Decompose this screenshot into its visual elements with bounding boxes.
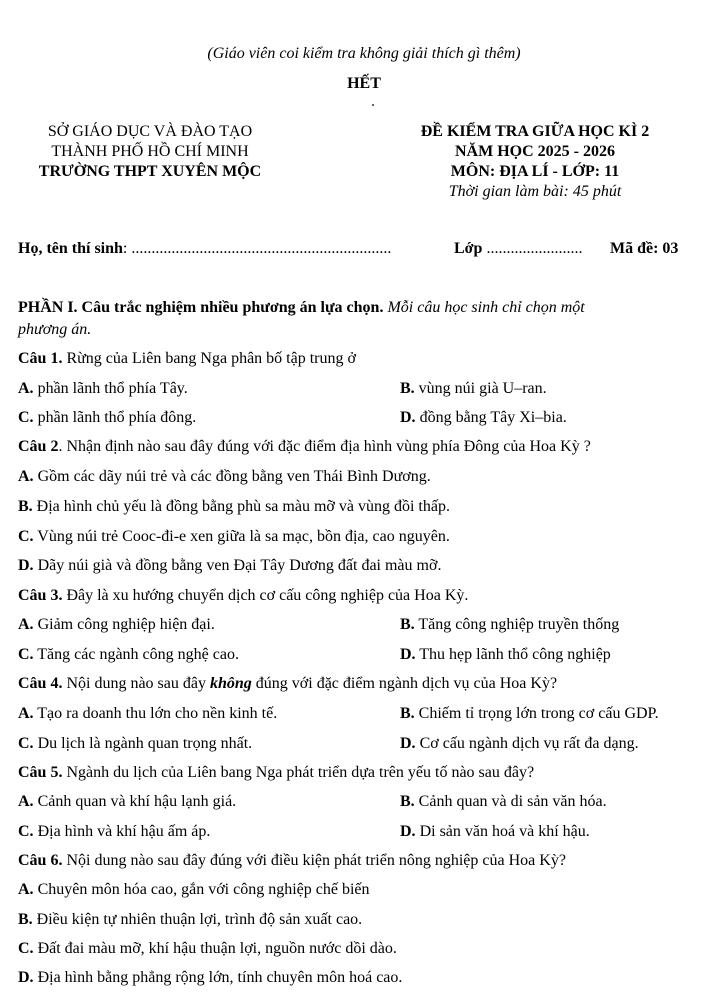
text-segment: Ngành du lịch của Liên bang Nga phát triển dựa trên yếu tố nào sau đây? xyxy=(62,764,535,781)
q6-option-d[interactable] xyxy=(18,968,402,988)
text-segment: Địa hình và khí hậu ấm áp. xyxy=(33,823,211,840)
q5-option-c[interactable] xyxy=(18,822,210,842)
q6-option-b[interactable] xyxy=(18,910,362,930)
part1-instruction-cont: phương án. xyxy=(18,321,92,338)
q1-option-c[interactable] xyxy=(18,408,196,428)
text-segment: Nội dung nào sau đây xyxy=(62,675,210,692)
emphasis-not: không xyxy=(209,675,252,692)
text-segment: Đây là xu hướng chuyển dịch cơ cấu công nghiệp của Hoa Kỳ. xyxy=(62,587,469,604)
option-key: D. xyxy=(400,735,416,752)
exam-header xyxy=(355,122,715,202)
option-key: C. xyxy=(18,823,34,840)
text-segment: Tạo ra doanh thu lớn cho nền kinh tế. xyxy=(33,705,278,722)
q6-option-a[interactable] xyxy=(18,880,370,900)
part1-heading xyxy=(18,298,585,318)
top-note: (Giáo viên coi kiểm tra không giải thích gì thêm) xyxy=(207,45,521,62)
option-key: D. xyxy=(400,646,416,663)
school-name: TRƯỜNG THPT XUYÊN MỘC xyxy=(38,163,262,180)
option-key: C. xyxy=(18,409,34,426)
text-segment: . Nhận định nào sau đây đúng với đặc điểm địa hình vùng phía Đông của Hoa Kỳ ? xyxy=(58,438,591,455)
student-info-row xyxy=(18,239,391,259)
name-field[interactable]: : ................................................................. xyxy=(122,240,392,257)
q3-option-a[interactable] xyxy=(18,615,215,635)
option-key: B. xyxy=(400,793,415,810)
q4-option-b[interactable] xyxy=(400,704,659,724)
option-key: B. xyxy=(400,705,415,722)
q3-option-c[interactable] xyxy=(18,645,239,665)
option-key: D. xyxy=(18,557,34,574)
text-segment: phần lãnh thổ phía Tây. xyxy=(33,380,188,397)
option-key: A. xyxy=(18,705,34,722)
text-segment: Cơ cấu ngành dịch vụ rất đa dạng. xyxy=(415,735,639,752)
q5-option-d[interactable] xyxy=(400,822,590,842)
question-4 xyxy=(18,674,557,694)
question-number: Câu 5. xyxy=(18,764,63,781)
text-segment: Chuyên môn hóa cao, gắn với công nghiệp chế biến xyxy=(33,881,370,898)
text-segment: Vùng núi trẻ Cooc-đi-e xen giữa là sa mạc, bồn địa, cao nguyên. xyxy=(33,528,450,545)
q2-option-d[interactable] xyxy=(18,556,441,576)
text-segment: đồng bằng Tây Xi–bia. xyxy=(415,409,567,426)
text-segment: phần lãnh thổ phía đông. xyxy=(33,409,197,426)
q2-option-b[interactable] xyxy=(18,497,450,517)
option-key: C. xyxy=(18,735,34,752)
option-key: B. xyxy=(400,616,415,633)
text-segment: Rừng của Liên bang Nga phân bố tập trung ở xyxy=(62,350,356,367)
text-segment: Tăng công nghiệp truyền thống xyxy=(414,616,620,633)
q2-option-a[interactable] xyxy=(18,467,431,487)
option-key: A. xyxy=(18,380,34,397)
option-key: A. xyxy=(18,468,34,485)
class-label: Lớp xyxy=(454,240,483,257)
text-segment: Điều kiện tự nhiên thuận lợi, trình độ sản xuất cao. xyxy=(32,911,363,928)
option-key: D. xyxy=(400,823,416,840)
option-key: A. xyxy=(18,881,34,898)
name-label: Họ, tên thí sinh xyxy=(18,240,123,257)
question-number: Câu 3. xyxy=(18,587,63,604)
text-segment: Chiếm tỉ trọng lớn trong cơ cấu GDP. xyxy=(414,705,659,722)
part1-title: PHẦN I. Câu trắc nghiệm nhiều phương án lựa chọn. xyxy=(18,299,384,316)
q2-option-c[interactable] xyxy=(18,527,450,547)
q6-option-c[interactable] xyxy=(18,939,397,959)
end-mark: HẾT xyxy=(347,75,381,92)
option-key: D. xyxy=(18,969,34,986)
text-segment: Nội dung nào sau đây đúng với điều kiện phát triển nông nghiệp của Hoa Kỳ? xyxy=(62,852,566,869)
option-key: B. xyxy=(18,498,33,515)
text-segment: Địa hình bằng phẳng rộng lớn, tính chuyên môn hoá cao. xyxy=(33,969,403,986)
class-field[interactable]: ........................ xyxy=(482,240,583,257)
question-2 xyxy=(18,437,591,457)
class-row xyxy=(454,239,582,259)
text-segment: Dãy núi già và đồng bằng ven Đại Tây Dương đất đai màu mỡ. xyxy=(33,557,442,574)
text-segment: Tăng các ngành công nghệ cao. xyxy=(33,646,239,663)
department-name: SỞ GIÁO DỤC VÀ ĐÀO TẠO xyxy=(47,123,253,140)
city-name: THÀNH PHỐ HỒ CHÍ MINH xyxy=(51,143,249,160)
option-key: D. xyxy=(400,409,416,426)
q5-option-b[interactable] xyxy=(400,792,607,812)
q4-option-d[interactable] xyxy=(400,734,639,754)
question-6 xyxy=(18,851,566,871)
question-number: Câu 4. xyxy=(18,675,63,692)
text-segment: Du lịch là ngành quan trọng nhất. xyxy=(33,735,253,752)
text-segment: Giảm công nghiệp hiện đại. xyxy=(33,616,215,633)
q4-option-a[interactable] xyxy=(18,704,277,724)
text-segment: đúng với đặc điểm ngành dịch vụ của Hoa Kỳ? xyxy=(251,675,558,692)
q1-option-a[interactable] xyxy=(18,379,188,399)
question-3 xyxy=(18,586,468,606)
q1-option-b[interactable] xyxy=(400,379,547,399)
text-segment: Thu hẹp lãnh thổ công nghiệp xyxy=(415,646,611,663)
subject: MÔN: ĐỊA LÍ - LỚP: 11 xyxy=(450,163,620,180)
question-number: Câu 1. xyxy=(18,350,63,367)
option-key: A. xyxy=(18,793,34,810)
question-number: Câu 2 xyxy=(18,438,59,455)
school-header xyxy=(20,122,280,182)
text-segment: Cảnh quan và khí hậu lạnh giá. xyxy=(33,793,237,810)
q3-option-d[interactable] xyxy=(400,645,611,665)
text-segment: Cảnh quan và di sản văn hóa. xyxy=(414,793,607,810)
option-key: C. xyxy=(18,646,34,663)
q5-option-a[interactable] xyxy=(18,792,236,812)
text-segment: Gồm các dãy núi trẻ và các đồng bằng ven Thái Bình Dương. xyxy=(33,468,431,485)
option-key: B. xyxy=(18,911,33,928)
text-segment: Di sản văn hoá và khí hậu. xyxy=(415,823,590,840)
question-number: Câu 6. xyxy=(18,852,63,869)
option-key: C. xyxy=(18,528,34,545)
text-segment: Đất đai màu mỡ, khí hậu thuận lợi, nguồn nước dồi dào. xyxy=(33,940,397,957)
question-1 xyxy=(18,349,356,369)
text-segment: vùng núi già U–ran. xyxy=(414,380,547,397)
exam-title: ĐỀ KIỂM TRA GIỮA HỌC KÌ 2 xyxy=(420,123,650,140)
exam-code: Mã đề: 03 xyxy=(610,240,679,257)
option-key: C. xyxy=(18,940,34,957)
question-5 xyxy=(18,763,534,783)
school-year: NĂM HỌC 2025 - 2026 xyxy=(455,143,615,160)
exam-time: Thời gian làm bài: 45 phút xyxy=(448,183,622,200)
text-segment: Địa hình chủ yếu là đồng bằng phù sa màu mỡ và vùng đồi thấp. xyxy=(32,498,450,515)
option-key: B. xyxy=(400,380,415,397)
option-key: A. xyxy=(18,616,34,633)
q3-option-b[interactable] xyxy=(400,615,619,635)
q1-option-d[interactable] xyxy=(400,408,567,428)
part1-instruction: Mỗi câu học sinh chỉ chọn một xyxy=(383,299,585,316)
stray-dot xyxy=(372,104,374,106)
q4-option-c[interactable] xyxy=(18,734,252,754)
